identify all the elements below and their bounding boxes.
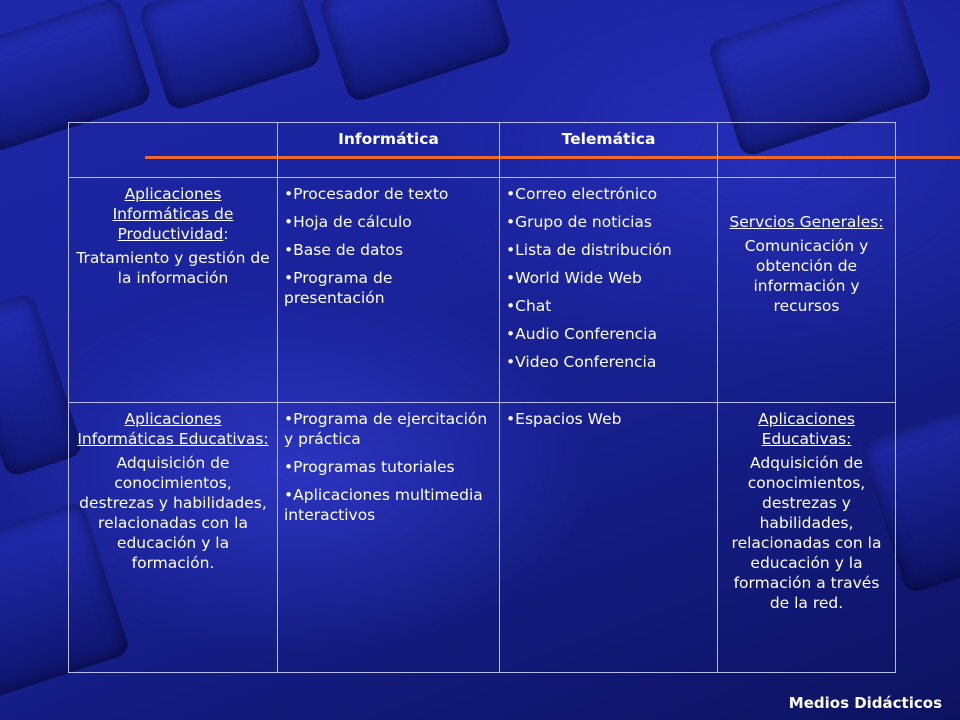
row-category-desc: Tratamiento y gestión de la información: [76, 249, 270, 287]
services-title: Servcios Generales:: [729, 213, 884, 231]
table-row-educativas: [69, 403, 896, 673]
list-item: • World Wide Web: [506, 268, 711, 288]
services-title: Aplicaciones Educativas:: [758, 410, 855, 448]
services-cell: [718, 403, 896, 673]
list-item: • Correo electrónico: [506, 184, 711, 204]
table-row-productividad: [69, 178, 896, 403]
list-item: • Chat: [506, 296, 711, 316]
informatica-list: [284, 184, 493, 308]
informatica-cell: [278, 403, 500, 673]
category-title-suffix: :: [223, 225, 229, 243]
list-item: • Video Conferencia: [506, 352, 711, 372]
row-category-title: [75, 184, 271, 244]
list-item: • Programa de ejercitación y práctica: [284, 409, 493, 449]
services-cell: [718, 178, 896, 403]
telematica-list: [506, 184, 711, 372]
header-cell-empty-left: [69, 123, 278, 178]
row-category-title: Aplicaciones Informáticas Educativas:: [77, 410, 269, 448]
header-cell-empty-right: [718, 123, 896, 178]
list-item: • Aplicaciones multimedia interactivos: [284, 485, 493, 525]
informatica-list: [284, 409, 493, 525]
list-item: • Espacios Web: [506, 409, 711, 429]
telematica-cell: [500, 178, 718, 403]
list-item: • Grupo de noticias: [506, 212, 711, 232]
services-desc: Adquisición de conocimientos, destrezas y habilidades, relacionadas con la educación y la formación a través de la red.: [731, 454, 882, 612]
applications-table: [68, 122, 896, 673]
list-item: • Audio Conferencia: [506, 324, 711, 344]
list-item: • Lista de distribución: [506, 240, 711, 260]
list-item: • Programas tutoriales: [284, 457, 493, 477]
list-item: • Procesador de texto: [284, 184, 493, 204]
services-desc: Comunicación y obtención de información y recursos: [744, 237, 869, 315]
table-header-row: [69, 123, 896, 178]
footer-title: Medios Didácticos: [788, 694, 942, 712]
category-title-text: Aplicaciones Informáticas de Productividad: [112, 185, 234, 243]
list-item: • Base de datos: [284, 240, 493, 260]
header-telematica: Telemática: [500, 123, 718, 178]
header-informatica: Informática: [278, 123, 500, 178]
row-category-cell: [69, 178, 278, 403]
list-item: • Hoja de cálculo: [284, 212, 493, 232]
row-category-desc: Adquisición de conocimientos, destrezas y habilidades, relacionadas con la educación y la formación.: [79, 454, 267, 572]
telematica-cell: [500, 403, 718, 673]
informatica-cell: [278, 178, 500, 403]
telematica-list: [506, 409, 711, 429]
list-item: • Programa de presentación: [284, 268, 493, 308]
row-category-cell: [69, 403, 278, 673]
